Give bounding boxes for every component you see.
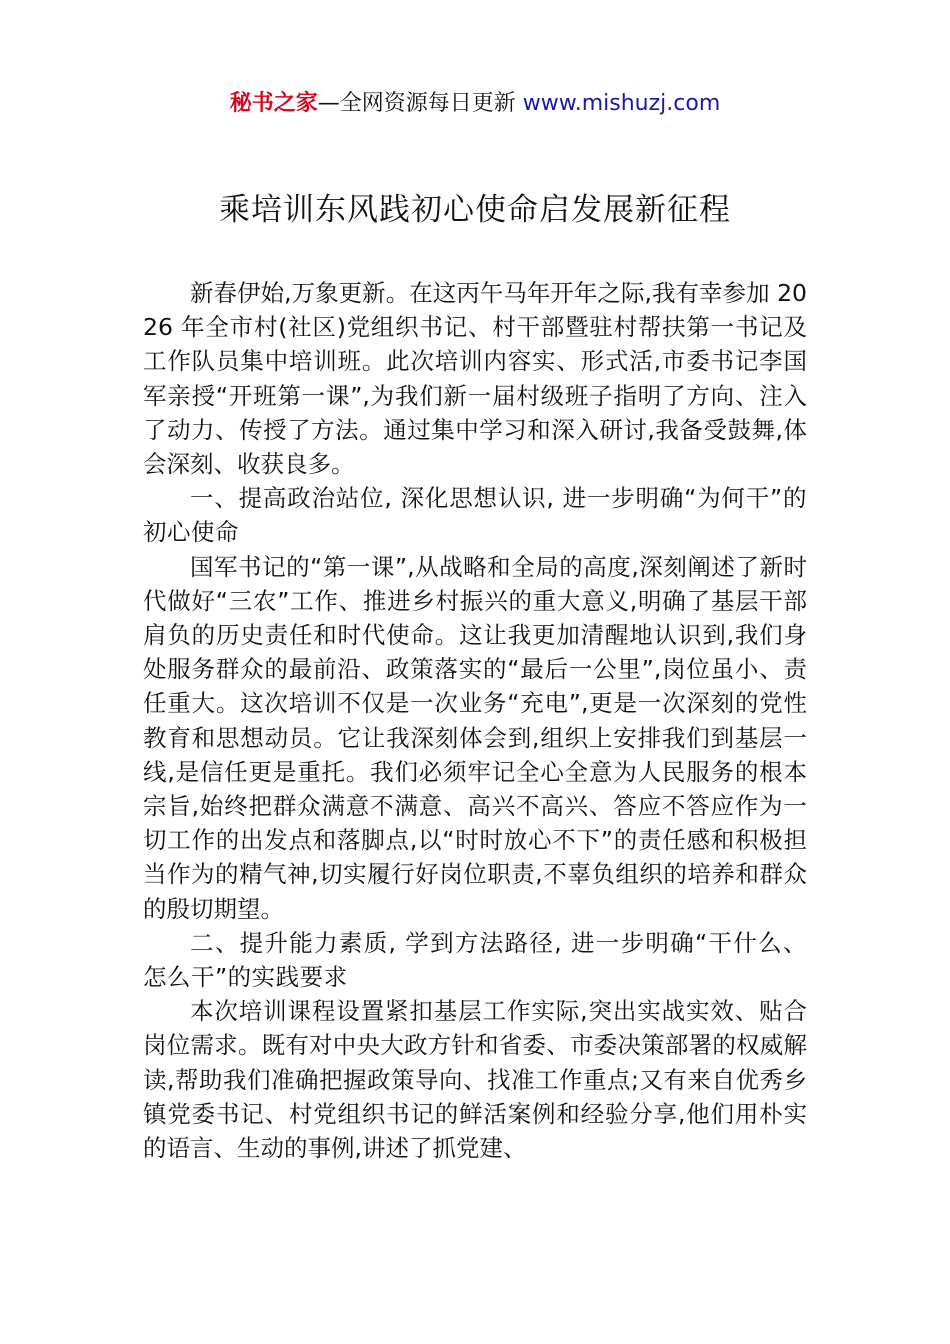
site-header <box>0 88 950 120</box>
document-title: 乘培训东风践初心使命启发展新征程 <box>219 192 731 228</box>
section-2-paragraph: 本次培训课程设置紧扣基层工作实际,突出实战实效、贴合岗位需求。既有对中央大政方针和省委、市委决策部署的权威解读,帮助我们准确把握政策导向、找准工作重点;又有来自优秀乡镇党委书记、村党组织书记的鲜活案例和经验分享,他们用朴实的语言、生动的事例,讲述了抓党建、 <box>143 997 807 1163</box>
document-body <box>143 276 807 1165</box>
section-1-paragraph: 国军书记的“第一课”,从战略和全局的高度,深刻阐述了新时代做好“三农”工作、推进乡村振兴的重大意义,明确了基层干部肩负的历史责任和时代使命。这让我更加清醒地认识到,我们身处服务群众的最前沿、政策落实的“最后一公里”,岗位虽小、责任重大。这次培训不仅是一次业务“充电”,更是一次深刻的党性教育和思想动员。它让我深刻体会到,组织上安排我们到基层一线,是信任更是重托。我们必须牢记全心全意为人民服务的根本宗旨,始终把群众满意不满意、高兴不高兴、答应不答应作为一切工作的出发点和落脚点,以“时时放心不下”的责任感和积极担当作为的精气神,切实履行好岗位职责,不辜负组织的培养和群众的殷切期望。 <box>143 552 807 923</box>
section-heading-2: 二、提升能力素质, 学到方法路径, 进一步明确“干什么、怎么干”的实践要求 <box>143 928 807 992</box>
brand-name: 秘书之家 <box>229 91 318 116</box>
site-url-link[interactable]: www.mishuzj.com <box>522 91 721 116</box>
section-heading-1: 一、提高政治站位, 深化思想认识, 进一步明确“为何干”的初心使命 <box>143 484 807 547</box>
intro-paragraph: 新春伊始,万象更新。在这丙午马年开年之际,我有幸参加 2026 年全市村(社区)党组织书记、村干部暨驻村帮扶第一书记及工作队员集中培训班。此次培训内容实、形式活,市委书记李国军亲授“开班第一课”,为我们新一届村级班子指明了方向、注入了动力、传授了方法。通过集中学习和深入研讨,我备受鼓舞,体会深刻、收获良多。 <box>143 279 807 479</box>
header-tagline: —全网资源每日更新 <box>317 91 523 116</box>
